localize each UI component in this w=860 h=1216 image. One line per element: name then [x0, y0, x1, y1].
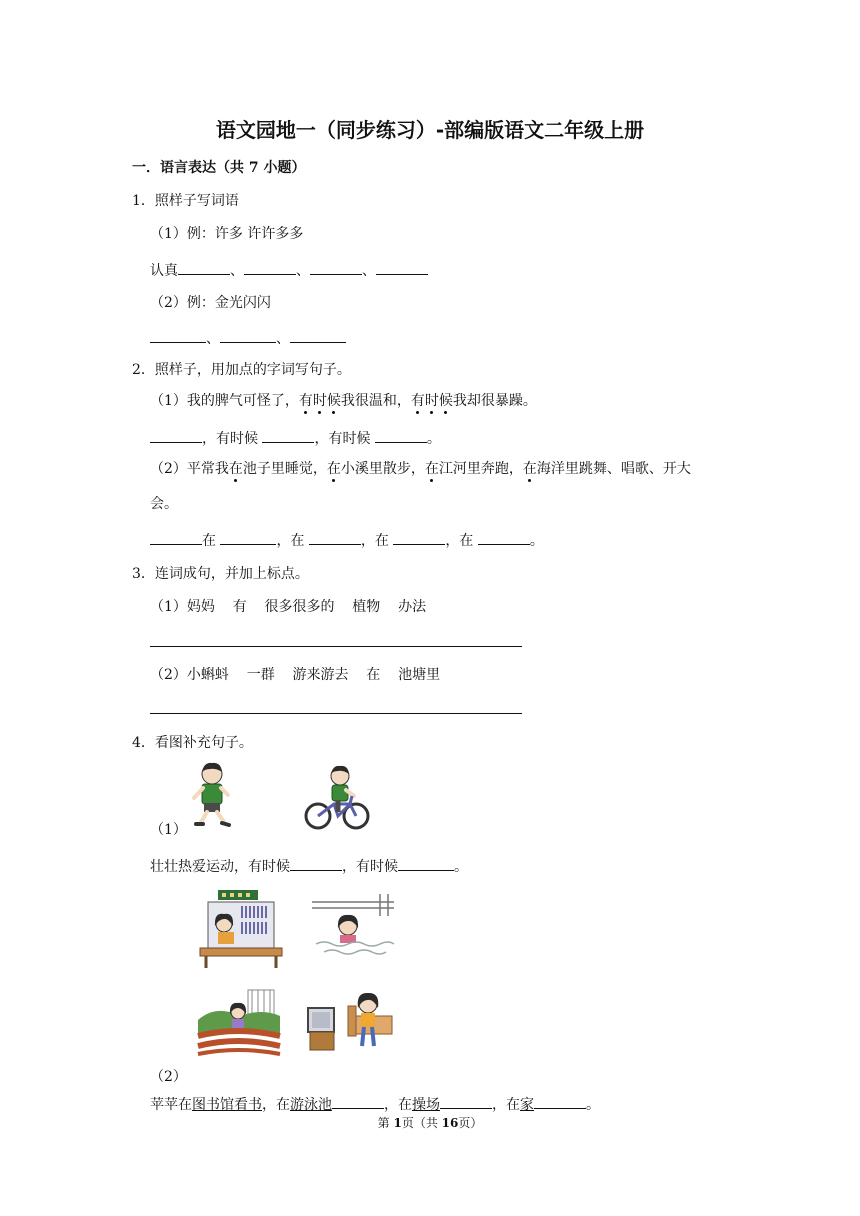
answer-word: 认真 [150, 263, 178, 279]
answer-text: 在 [202, 533, 216, 549]
dotted-char: 在 [228, 461, 243, 477]
dotted-char: 有 [410, 393, 425, 409]
sentence-text: （1）我的脾气可怪了， [150, 393, 299, 409]
answer-blank[interactable] [150, 530, 202, 545]
sentence-text: 江河里奔跑， [438, 461, 523, 477]
answer-blank[interactable] [290, 328, 346, 343]
question-1-stem: 1．照样子写词语 [132, 193, 239, 209]
page-total: 16 [441, 1116, 459, 1130]
question-1-example-1: （1）例：许多 许许多多 [150, 226, 304, 242]
question-1-example-2: （2）例：金光闪闪 [150, 295, 271, 311]
question-4-stem: 4．看图补充句子。 [132, 735, 253, 751]
question-3-stem: 3．连词成句，并加上标点。 [132, 566, 309, 582]
sentence-text: 我却很暴躁。 [452, 393, 537, 409]
page-title: 语文园地一（同步练习）-部编版语文二年级上册 [215, 118, 645, 142]
answer-blank[interactable] [398, 856, 454, 871]
answer-text: ，在 [360, 533, 389, 549]
underlined-place: 操场 [412, 1097, 440, 1113]
answer-text: ，有时候 [202, 431, 258, 447]
underlined-place: 游泳池 [290, 1097, 332, 1113]
answer-blank[interactable] [309, 530, 361, 545]
answer-blank[interactable] [375, 428, 427, 443]
girl-library-icon [198, 888, 284, 970]
answer-blank[interactable] [376, 260, 428, 275]
answer-blank[interactable] [310, 260, 362, 275]
question-4-label-1: （1） [150, 822, 187, 838]
answer-blank[interactable] [440, 1094, 492, 1109]
answer-blank[interactable] [150, 428, 202, 443]
answer-text: 。 [529, 533, 544, 549]
sentence-text: 。 [454, 859, 468, 875]
page-number: 1 [393, 1116, 402, 1130]
dotted-char: 在 [424, 461, 439, 477]
question-1-answer-row-2: 、 、 [150, 328, 346, 348]
question-4-label-2: （2） [150, 1069, 187, 1085]
answer-text: ，在 [445, 533, 474, 549]
question-2-answer-row-2 [150, 530, 544, 550]
sentence-text: 。 [586, 1097, 600, 1113]
dotted-char: 在 [326, 461, 341, 477]
dotted-char: 有 [298, 393, 313, 409]
answer-blank[interactable] [150, 328, 206, 343]
footer-text: 第 [377, 1116, 394, 1130]
sentence-text: 海洋里跳舞、唱歌、开大 [536, 461, 691, 477]
sentence-text: （2）平常我 [150, 461, 229, 477]
answer-blank[interactable] [220, 530, 276, 545]
dotted-char: 在 [522, 461, 537, 477]
question-3-words-1: （1）妈妈 有 很多很多的 植物 办法 [150, 599, 427, 615]
answer-text: 。 [426, 431, 441, 447]
answer-blank[interactable] [478, 530, 530, 545]
sentence-text: ，在 [384, 1097, 412, 1113]
sentence-text: 小溪里散步， [340, 461, 425, 477]
question-2-stem: 2．照样子，用加点的字词写句子。 [132, 362, 351, 378]
sentence-text: ，有时候 [342, 859, 398, 875]
question-4-sentence-1 [150, 856, 468, 876]
answer-blank[interactable] [262, 428, 314, 443]
answer-blank[interactable] [178, 260, 230, 275]
question-2-sentence-1 [150, 392, 537, 410]
underlined-place: 家 [520, 1097, 534, 1113]
answer-blank[interactable] [290, 856, 342, 871]
answer-text: ，在 [276, 533, 305, 549]
sentence-text: ，在 [492, 1097, 520, 1113]
question-2-sentence-2 [150, 460, 691, 478]
question-2-sentence-2-wrap: 会。 [150, 496, 178, 512]
dotted-char: 时 [312, 393, 327, 409]
section-heading: 一．语言表达（共 7 小题） [132, 160, 306, 176]
sentence-text: 池子里睡觉， [242, 461, 327, 477]
sentence-text: 我很温和， [340, 393, 411, 409]
dotted-char: 候 [438, 393, 453, 409]
page-footer [0, 1114, 860, 1132]
question-3-words-2: （2）小蝌蚪 一群 游来游去 在 池塘里 [150, 667, 441, 683]
question-1-answer-row-1: 认真 、 、 、 [150, 260, 428, 280]
answer-blank[interactable] [244, 260, 296, 275]
answer-line[interactable] [150, 646, 522, 647]
dotted-char: 时 [424, 393, 439, 409]
girl-playground-icon [196, 986, 282, 1056]
sentence-text: ，在 [262, 1097, 290, 1113]
boy-running-icon [190, 762, 234, 832]
boy-cycling-icon [302, 764, 372, 834]
sentence-text: 苹苹在 [150, 1097, 192, 1113]
answer-line[interactable] [150, 713, 522, 714]
footer-text: 页（共 [401, 1116, 442, 1130]
dotted-char: 候 [326, 393, 341, 409]
girl-home-icon [306, 990, 396, 1052]
answer-blank[interactable] [220, 328, 276, 343]
girl-swimming-icon [310, 892, 396, 962]
answer-blank[interactable] [332, 1094, 384, 1109]
answer-text: ，有时候 [314, 431, 371, 447]
question-2-answer-row-1 [150, 428, 441, 448]
question-4-sentence-2 [150, 1094, 600, 1114]
answer-blank[interactable] [393, 530, 445, 545]
sentence-text: 壮壮热爱运动，有时候 [150, 859, 290, 875]
underlined-place: 图书馆看书 [192, 1097, 262, 1113]
footer-text: 页） [458, 1116, 483, 1130]
answer-blank[interactable] [534, 1094, 586, 1109]
